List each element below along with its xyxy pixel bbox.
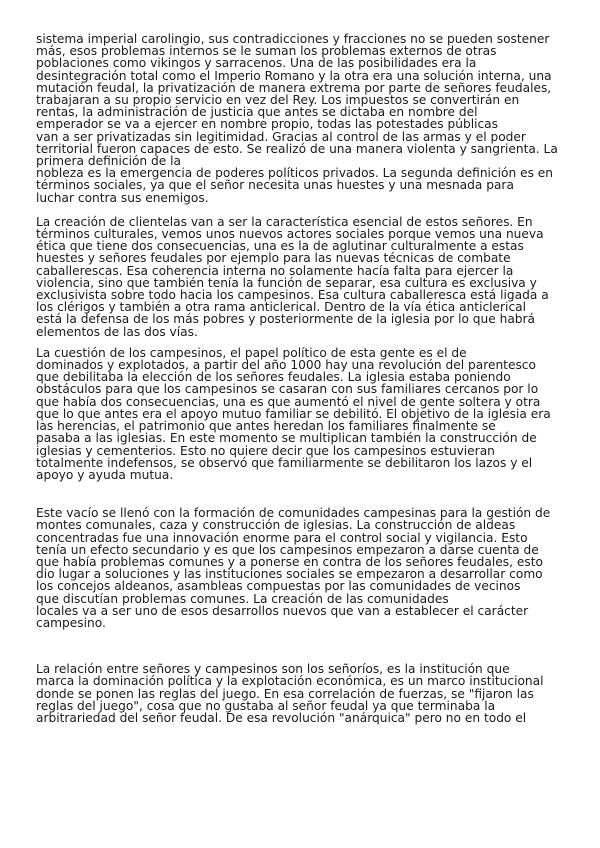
text-line: que debilitaba la elección de los señores feudales. La iglesia estaba poniendo [36,370,511,385]
text-line: La creación de clientelas van a ser la característica esencial de estos señores. En [36,214,533,229]
text-line: apoyo y ayuda mutua. [36,467,174,482]
text-line: los concejos aldeanos, asambleas compuestas por las comunidades de vecinos [36,579,521,594]
text-line: trabajaran a su propio servicio en vez del Rey. Los impuestos se convertirán en [36,93,520,108]
text-line: ética que tiene dos consecuencias, una es la de aglutinar culturalmente a estas [36,239,524,254]
text-line: violencia, sino que también tenía la función de separar, esa cultura es exclusiva y [36,275,537,290]
paragraph-peasants [36,347,566,481]
paragraph-communities [36,507,566,629]
text-line: elementos de las dos vías. [36,324,198,339]
text-line: arbitrariedad del señor feudal. De esa revolución "anárquica" pero no en todo el [36,710,527,725]
text-line: términos culturales, vemos unos nuevos actores sociales porque vemos una nueva [36,227,544,242]
text-line: desintegración total como el Imperio Romano y la otra era una solución interna, una [36,68,552,83]
text-line: sistema imperial carolingio, sus contradicciones y fracciones no se pueden sostener [36,32,550,46]
text-line: emperador se va a ejercer en nombre propio, todas las potestades públicas [36,117,499,132]
text-line: dio lugar a soluciones y las instituciones sociales se empezaron a desarrollar como [36,567,543,582]
text-line: que discutían problemas comunes. La creación de las comunidades [36,591,449,606]
text-line: donde se ponen las reglas del juego. En esa correlación de fuerzas, se "fijaron las [36,686,534,701]
paragraph-gap [36,629,566,663]
text-line: Este vacío se llenó con la formación de comunidades campesinas para la gestión de [36,506,551,521]
document-page [36,33,566,724]
text-line: las herencias, el patrimonio que antes heredan los familiares finalmente se [36,419,496,434]
paragraph-lordships [36,663,566,724]
text-line: está la defensa de los más pobres y posteriormente de la iglesia por lo que habrá [36,312,536,327]
text-line: que había dos consecuencias, una es que aumentó el nivel de gente soltera y otra [36,394,541,409]
text-line: territorial fueron capaces de esto. Se realizó de una manera violenta y sangrienta. La [36,141,558,156]
text-line: dominados y explotados, a partir del año 1000 hay una revolución del parentesco [36,358,536,373]
text-line: luchar contra sus enemigos. [36,190,209,205]
text-line: campesino. [36,615,106,630]
text-line: concentradas fue una innovación enorme para el control social y vigilancia. Esto [36,530,528,545]
text-line: totalmente indefensos, se observó que familiarmente se debilitaron los lazos y el [36,455,533,470]
text-line: poblaciones como vikingos y sarracenos. Una de las posibilidades era la [36,56,477,71]
text-line: que lo que antes era el apoyo mutuo familiar se debilitó. El objetivo de la iglesia era [36,406,551,421]
paragraph-clienteles [36,216,566,338]
text-line: caballerescas. Esa coherencia interna no solamente hacía falta para ejercer la [36,263,514,278]
paragraph-gap [36,481,566,507]
text-line: La relación entre señores y campesinos son los señoríos, es la institución que [36,662,510,677]
text-line: mutación feudal, la privatización de manera extrema por parte de señores feudales, [36,80,552,95]
text-line: montes comunales, caza y construcción de iglesias. La construcción de aldeas [36,518,516,533]
text-line: términos sociales, ya que el señor necesita unas huestes y una mesnada para [36,178,514,193]
text-line: huestes y señores feudales por ejemplo para las nuevas técnicas de combate [36,251,511,266]
text-line: que había problemas comunes y a ponerse en contra de los señores feudales, esto [36,554,543,569]
text-line: exclusivista sobre todo hacia los campesinos. Esa cultura caballeresca está ligada a [36,288,549,303]
text-line: marca la dominación política y la explotación económica, es un marco institucional [36,674,544,689]
text-line: La cuestión de los campesinos, el papel político de esta gente es el de [36,345,467,360]
text-line: iglesias y cementerios. Esto no quiere decir que los campesinos estuvieran [36,443,495,458]
text-line: rentas, la administración de justicia que antes se dictaba en nombre del [36,105,478,120]
text-line: locales va a ser uno de esos desarrollos nuevos que van a establecer el carácter [36,603,529,618]
text-line: más, esos problemas internos se le suman los problemas externos de otras [36,44,497,59]
text-line: los clérigos y también a otra rama anticlerical. Dentro de la vía ética anticlerical [36,300,526,315]
text-line: pasaba a las iglesias. En este momento se multiplican también la construcción de [36,431,537,446]
text-line: tenía un efecto secundario y es que los campesinos empezaron a darse cuenta de [36,542,539,557]
text-line: obstáculos para que los campesinos se casaran con sus familiares cercanos por lo [36,382,539,397]
text-line: van a ser privatizadas sin legitimidad. Gracias al control de las armas y el poder [36,129,526,144]
text-line: nobleza es la emergencia de poderes políticos privados. La segunda definición es en [36,166,554,181]
paragraph-carolingian-crisis [36,33,566,204]
text-line: reglas del juego", cosa que no gustaba al señor feudal ya que terminaba la [36,698,496,713]
text-line: primera definición de la [36,154,181,169]
